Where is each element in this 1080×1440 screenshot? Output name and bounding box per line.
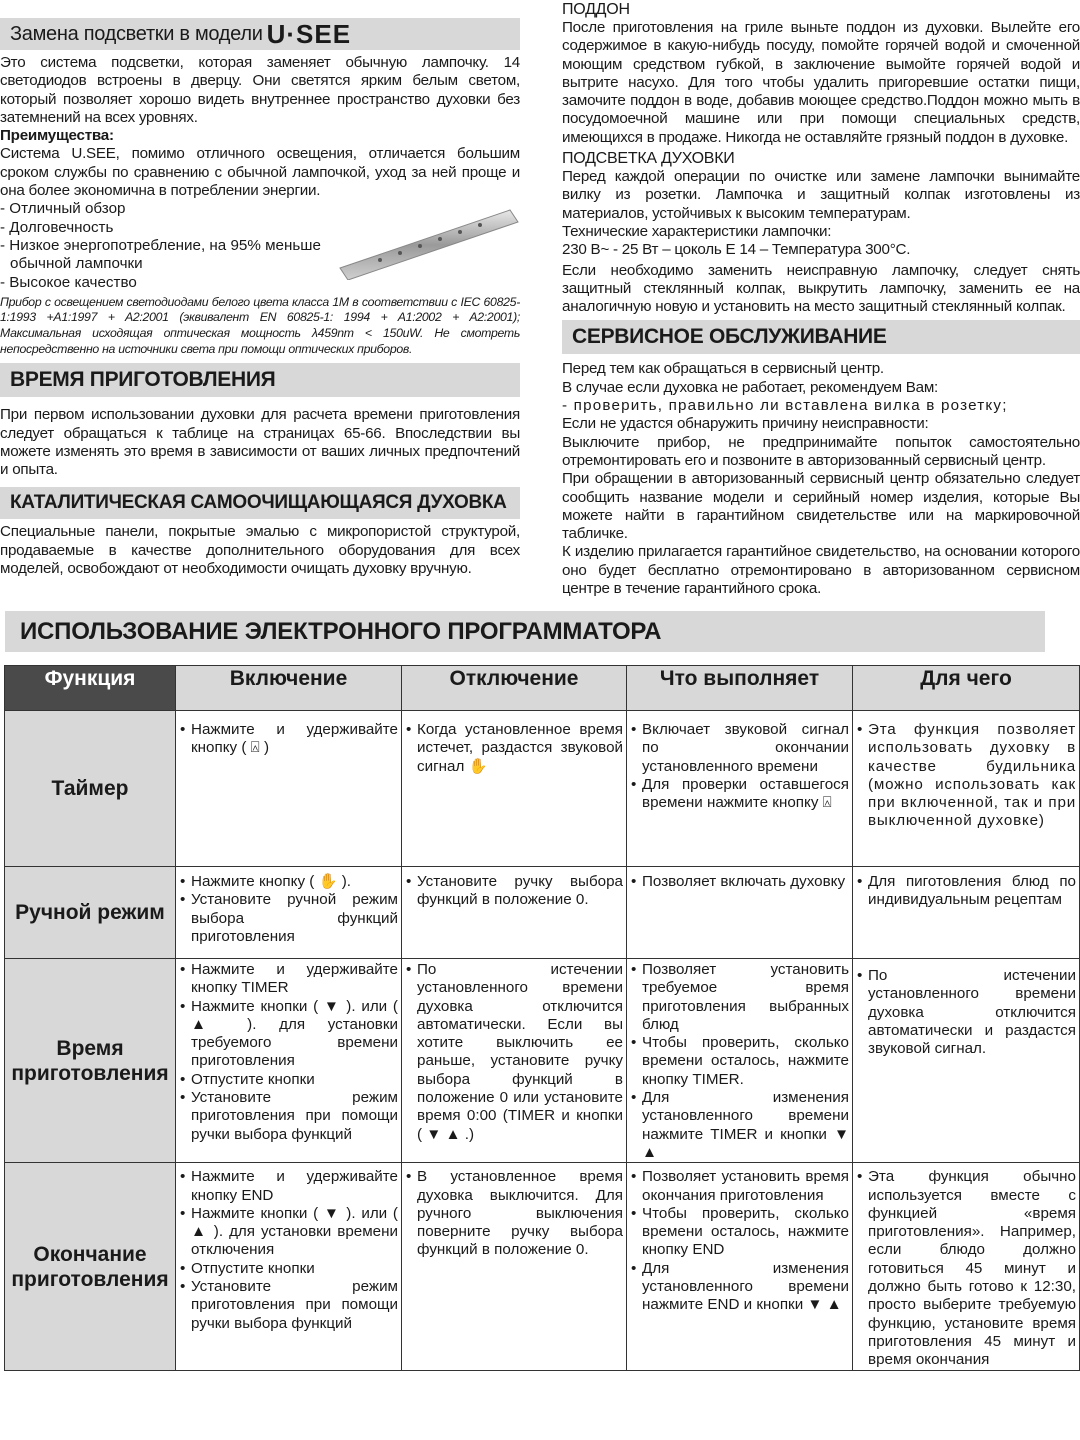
row-off — [402, 867, 627, 959]
row-on — [176, 959, 402, 1163]
list-item: • Включает звуковой сигнал по окончании установленного времени — [631, 721, 849, 776]
list-item: • Когда установленное время истечет, раздастся звуковой сигнал ✋ — [406, 721, 623, 776]
list-item: - Отличный обзор — [0, 200, 126, 218]
table-row — [5, 1163, 1080, 1371]
row-function: Время приготовления — [5, 959, 176, 1163]
list-item: • Для изменения установленного времени нажмите TIMER и кнопки ▼ ▲ — [631, 1089, 849, 1162]
list-item: • Для проверки оставшегося времени нажмите кнопку ⍓ — [631, 776, 849, 813]
list-item: • Для пиготовления блюд по индивидуальным рецептам — [857, 873, 1076, 910]
list-item: • Установите ручной режим выбора функций приготовления — [180, 891, 398, 946]
row-why — [853, 711, 1080, 867]
row-does — [627, 711, 853, 867]
list-item: • Позволяет установить требуемое время приготовления выбранных блюд — [631, 961, 849, 1034]
row-on — [176, 867, 402, 959]
service-paragraph-1: Перед тем как обращаться в сервисный центр. — [562, 360, 884, 378]
list-item: • Эта функция позволяет использовать духовку в качестве будильника (можно использовать как при включенной, так и при выключенной духовке) — [857, 721, 1076, 831]
row-on — [176, 711, 402, 867]
list-item: • Отпустите кнопки — [180, 1260, 398, 1278]
header-function: Функция — [5, 666, 176, 711]
list-item: • Установите ручку выбора функций в положение 0. — [406, 873, 623, 910]
tray-title: ПОДДОН — [562, 1, 630, 18]
light-paragraph-3: 230 В~ - 25 Вт – цоколь Е 14 – Температура 300°С. — [562, 241, 911, 259]
table-row — [5, 959, 1080, 1163]
usee-heading: Замена подсветки в модели — [10, 22, 263, 45]
cook-time-heading-bar — [0, 363, 520, 397]
left-column — [0, 0, 520, 578]
row-does — [627, 959, 853, 1163]
list-item: - Долговечность — [0, 218, 114, 236]
service-paragraph-6: При обращении в авторизованный сервисный центр обязательно следует сообщить название модели и серийный номер изделия, которые Вы можете найти в гарантийном свидетельстве или на маркировочной табличке. — [562, 470, 1080, 543]
cook-time-heading: ВРЕМЯ ПРИГОТОВЛЕНИЯ — [10, 368, 276, 392]
catalytic-heading: КАТАЛИТИЧЕСКАЯ САМООЧИЩАЮЩАЯСЯ ДУХОВКА — [10, 492, 507, 514]
advantages-paragraph: Система U.SEE, помимо отличного освещения, отличается большим сроком службы по сравнению с обычной лампочкой, уход за ней проще и она более экономична в потреблении энергии. — [0, 145, 520, 200]
header-does: Что выполняет — [627, 666, 853, 711]
row-why — [853, 1163, 1080, 1371]
tray-paragraph: После приготовления на гриле выньте поддон из духовки. Вылейте его содержимое в какую-нибудь посуду, помойте горячей водой и смоченной моющим средством губкой, в заключение вымойте горячей водой и вытрите насухо. Для того чтобы удалить пригоревшие остатки пищи, замочите поддон в воде, добавив моющее средство.Поддон можно мыть в посудомоечной машине или при помощи специальных средств, имеющихся в продаже. Никогда не оставляйте грязный поддон в духовке. — [562, 19, 1080, 146]
list-item: • Нажмите кнопки ( ▼ ). или ( ▲ ). для установки времени отключения — [180, 1205, 398, 1260]
list-item: • Для изменения установленного времени нажмите END и кнопки ▼ ▲ — [631, 1260, 849, 1315]
cook-time-paragraph: При первом использовании духовки для расчета времени приготовления следует обращаться к таблице на страницах 65-66. Впоследствии вы можете изменять это время в зависимости от ваших личных предпочтений и опыта. — [0, 406, 520, 479]
list-item: • Отпустите кнопки — [180, 1071, 398, 1089]
row-does — [627, 1163, 853, 1371]
list-item: • Чтобы проверить, сколько времени осталось, нажмите кнопку TIMER. — [631, 1034, 849, 1089]
light-paragraph-1: Перед каждой операции по очистке или замене лампочки вынимайте вилку из розетки. Лампочка и защитный колпак изготовлены из материалов, устойчивых к высоким температурам. — [562, 168, 1080, 222]
row-why — [853, 867, 1080, 959]
catalytic-paragraph: Специальные панели, покрытые эмалью с микропористой структурой, продаваемые в качестве дополнительного оборудования для всех моделей, освобождают от необходимости очищать духовку вручную. — [0, 523, 520, 578]
light-paragraph-2: Технические характеристики лампочки: — [562, 222, 832, 240]
list-item: • Установите режим приготовления при помощи ручки выбора функций — [180, 1278, 398, 1333]
row-off — [402, 959, 627, 1163]
list-item: - Низкое энергопотребление, на 95% меньше — [0, 236, 321, 254]
list-item: • Позволяет включать духовку — [631, 873, 849, 891]
header-off: Отключение — [402, 666, 627, 711]
list-item: • Позволяет установить время окончания приготовления — [631, 1168, 849, 1205]
table-row — [5, 711, 1080, 867]
row-off — [402, 711, 627, 867]
row-on — [176, 1163, 402, 1371]
row-does — [627, 867, 853, 959]
list-item: • В установленное время духовка выключится. Для ручного выключения поверните ручку выбора функций в положение 0. — [406, 1168, 623, 1259]
service-paragraph-5: Выключите прибор, не предпринимайте попыток самостоятельно отремонтировать его и позвоните в авторизованный сервисный центр. — [562, 433, 1080, 469]
header-why: Для чего — [853, 666, 1080, 711]
list-item: • Нажмите и удерживайте кнопку ( ⍓ ) — [180, 721, 398, 758]
advantages-title: Преимущества: — [0, 127, 114, 145]
row-function: Окончание приготовления — [5, 1163, 176, 1371]
list-item: - Высокое качество — [0, 273, 137, 291]
certification-note: Прибор с освещением светодиодами белого цвета класса 1M в соответствии с IEC 60825-1:1993 +A1:1997 + A2:2001 (эквивалент EN 60825-1: 1994 + A1:2002 + A2:2001); Максимальная исходящая оптическая мощность λ459nm < 150uW. Не смотреть непосредственно на источники света при помощи оптических приборов. — [0, 294, 520, 356]
service-paragraph-7: К изделию прилагается гарантийное свидетельство, на основании которого оно будет бесплатно отремонтировано в авторизованном сервисном центре в течение гарантийного срока. — [562, 543, 1080, 598]
table-header-row — [5, 666, 1080, 711]
service-paragraph-4: Если не удастся обнаружить причину неисправности: — [562, 415, 929, 433]
row-off — [402, 1163, 627, 1371]
usee-paragraph: Это система подсветки, которая заменяет обычную лампочку. 14 светодиодов встроены в дверцу. Они светятся ярким белым светом, который позволяет хорошо видеть внутреннее пространство духовки без затемнений на всех уровнях. — [0, 54, 520, 126]
list-item: • Чтобы проверить, сколько времени осталось, нажмите кнопку END — [631, 1205, 849, 1260]
service-heading-bar — [562, 320, 1080, 354]
led-strip-image — [330, 200, 520, 280]
programmer-title-bar — [5, 611, 1045, 652]
light-paragraph-4: Если необходимо заменить неисправную лампочку, следует снять защитный стеклянный колпак, выкрутить лампочку, заменить ее на аналогичную новую и установить на место защитный стеклянный колпак. — [562, 261, 1080, 316]
service-paragraph-3: - проверить, правильно ли вставлена вилка в розетку; — [562, 397, 1008, 415]
list-item: • Нажмите и удерживайте кнопку TIMER — [180, 961, 398, 998]
right-column — [562, 0, 1080, 598]
list-item: • Нажмите кнопку ( ✋ ). — [180, 873, 398, 891]
row-why — [853, 959, 1080, 1163]
programmer-table — [4, 665, 1080, 1371]
row-function: Таймер — [5, 711, 176, 867]
list-item: • Установите режим приготовления при помощи ручки выбора функций — [180, 1089, 398, 1144]
list-item: • Эта функция обычно используется вместе с функцией «время приготовления». Например, если блюдо должно готовиться 45 минут и должно быть готово к 12:30, просто выберите требуемую функцию, установите время приготовления 45 минут и время окончания — [857, 1168, 1076, 1369]
service-paragraph-2: В случае если духовка не работает, рекомендуем Вам: — [562, 378, 939, 396]
programmer-title: ИСПОЛЬЗОВАНИЕ ЭЛЕКТРОННОГО ПРОГРАММАТОРА — [20, 617, 662, 645]
list-item: • Нажмите и удерживайте кнопку END — [180, 1168, 398, 1205]
catalytic-heading-bar — [0, 487, 520, 519]
list-item: • По истечении установленного времени духовка отключится автоматически и раздастся звуковой сигнал. — [857, 967, 1076, 1058]
usee-heading-bar — [0, 18, 520, 50]
list-item: обычной лампочки — [10, 255, 143, 273]
table-row — [5, 867, 1080, 959]
service-heading: СЕРВИСНОЕ ОБСЛУЖИВАНИЕ — [572, 325, 887, 349]
list-item: • Нажмите кнопки ( ▼ ). или ( ▲ ). для установки требуемого времени приготовления — [180, 998, 398, 1071]
light-title: ПОДСВЕТКА ДУХОВКИ — [562, 150, 735, 168]
usee-logo: U·SEE — [266, 18, 352, 49]
header-on: Включение — [176, 666, 402, 711]
row-function: Ручной режим — [5, 867, 176, 959]
list-item: • По истечении установленного времени духовка отключится автоматически. Если вы хотите выключить ее раньше, установите ручку выбора функций в положение 0 или установите время 0:00 (TIMER и кнопки ( ▼ ▲ .) — [406, 961, 623, 1144]
